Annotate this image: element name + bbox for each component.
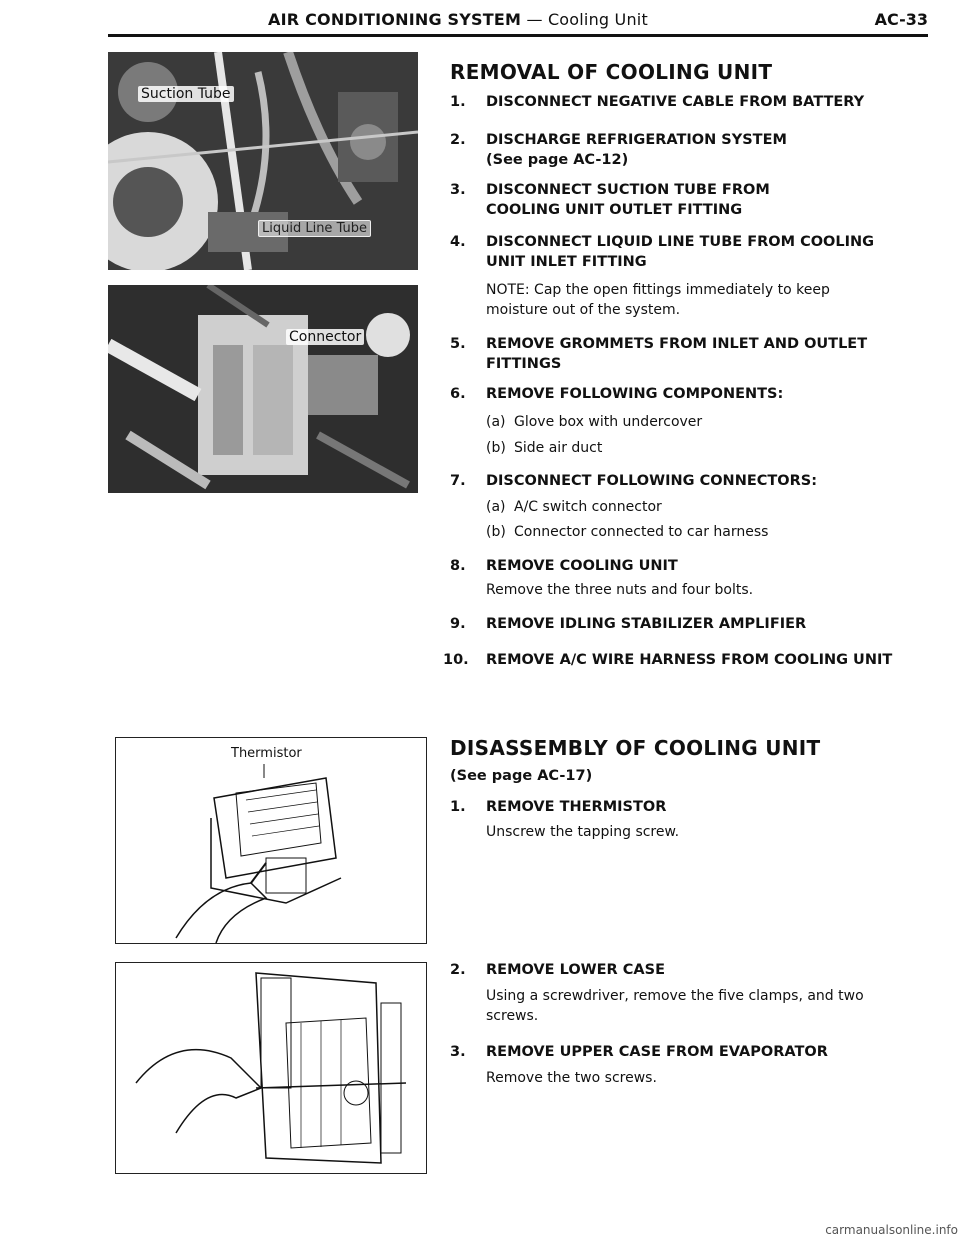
- photo-connector: [108, 285, 418, 493]
- disassembly-step-3-body: Remove the two screws.: [486, 1070, 657, 1086]
- disassembly-step-1-body: Unscrew the tapping screw.: [486, 824, 680, 840]
- diagram-thermistor-drawing: [116, 738, 426, 943]
- disassembly-title: DISASSEMBLY OF COOLING UNIT: [450, 736, 821, 760]
- label-thermistor: Thermistor: [231, 746, 302, 761]
- disassembly-page-ref: (See page AC-17): [450, 768, 593, 784]
- photo-suction-tube-image: [108, 52, 418, 270]
- diagram-lower-case-drawing: [116, 963, 426, 1173]
- header-title: AIR CONDITIONING SYSTEM — Cooling Unit: [268, 10, 648, 29]
- label-liquid-line-tube: Liquid Line Tube: [258, 220, 371, 237]
- label-suction-tube: Suction Tube: [138, 86, 234, 102]
- disassembly-step-2-body: Using a screwdriver, remove the five clamps, and two screws.: [486, 988, 864, 1024]
- diagram-lower-case: [115, 962, 427, 1174]
- label-connector: Connector: [286, 329, 364, 345]
- removal-step-8-body: Remove the three nuts and four bolts.: [486, 582, 754, 598]
- diagram-thermistor: [115, 737, 427, 944]
- photo-connector-image: [108, 285, 418, 493]
- footer-watermark: carmanualsonline.info: [825, 1223, 958, 1237]
- page-code: AC-33: [874, 10, 928, 29]
- removal-title: REMOVAL OF COOLING UNIT: [450, 60, 773, 84]
- removal-step-4-note: NOTE: Cap the open fittings immediately to keep moisture out of the system.: [486, 282, 830, 318]
- header-rule: [108, 34, 928, 37]
- page-header: [128, 10, 928, 32]
- photo-suction-tube: [108, 52, 418, 270]
